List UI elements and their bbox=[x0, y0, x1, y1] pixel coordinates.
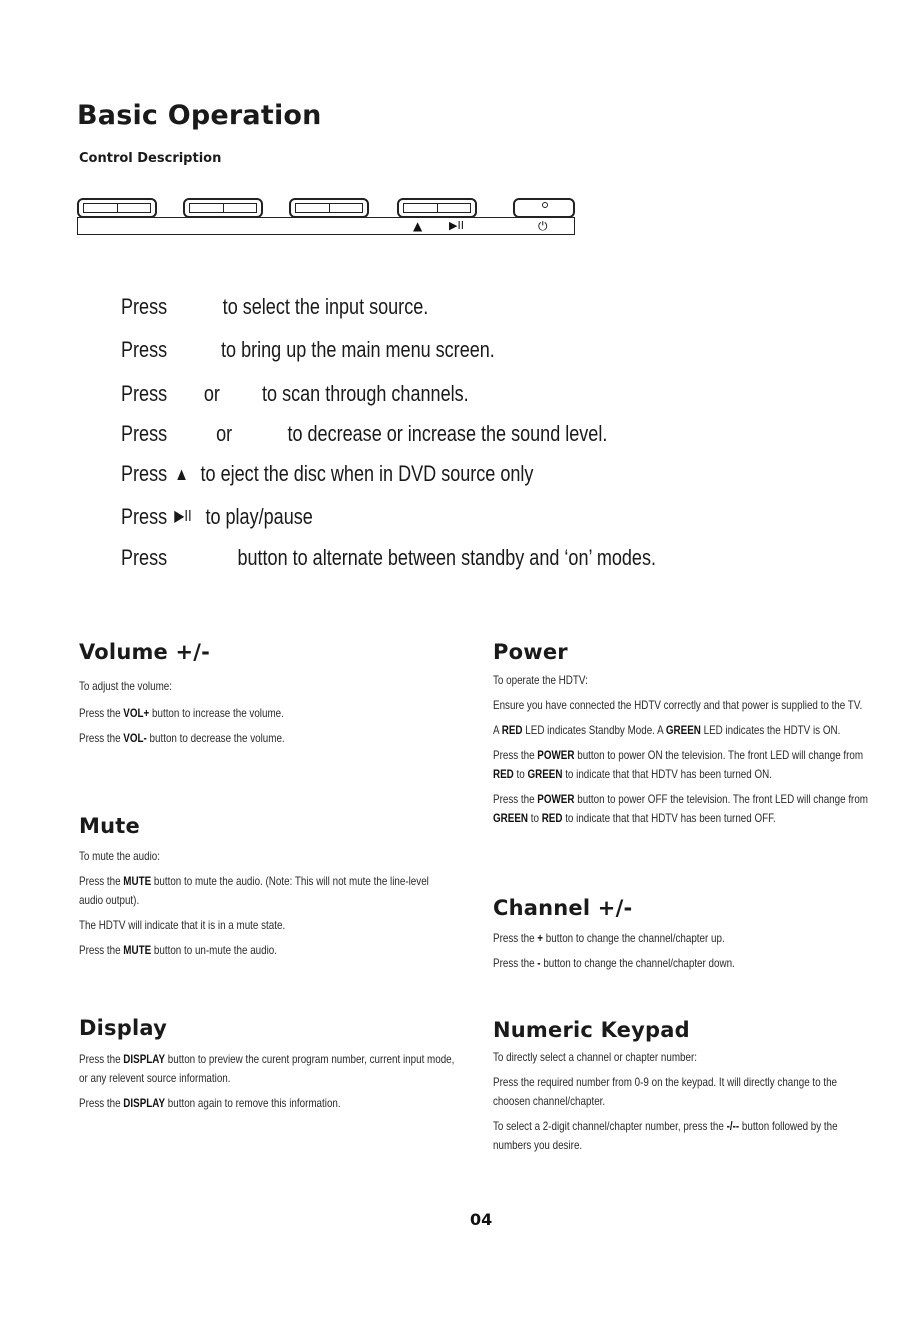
paragraph: Press the VOL- button to decrease the volume. bbox=[79, 731, 285, 745]
page-title: Basic Operation bbox=[77, 100, 322, 131]
channel-heading: Channel +/- bbox=[493, 896, 633, 920]
panel-button-2 bbox=[183, 198, 263, 218]
paragraph: Press the MUTE button to un-mute the audio. bbox=[79, 943, 278, 957]
panel-button-1 bbox=[77, 198, 157, 218]
paragraph: To directly select a channel or chapter number: bbox=[493, 1050, 698, 1064]
power-icon: ⏻ bbox=[538, 219, 548, 233]
paragraph: To select a 2-digit channel/chapter number, press the -/-- button followed by the bbox=[493, 1119, 838, 1133]
paragraph: Press the required number from 0-9 on the keypad. It will directly change to the bbox=[493, 1075, 838, 1089]
control-panel-diagram bbox=[77, 198, 575, 236]
eject-icon: ▲ bbox=[413, 219, 423, 233]
paragraph: audio output). bbox=[79, 893, 140, 907]
paragraph: Press the DISPLAY button to preview the curent program number, current input mode, bbox=[79, 1052, 455, 1066]
press-or: or bbox=[203, 381, 220, 406]
press-or: or bbox=[216, 421, 233, 446]
page-number: 04 bbox=[470, 1210, 493, 1229]
paragraph: Press the DISPLAY button again to remove this information. bbox=[79, 1096, 341, 1110]
volume-text bbox=[79, 677, 285, 748]
paragraph: numbers you desire. bbox=[493, 1138, 583, 1152]
mute-heading: Mute bbox=[79, 814, 140, 838]
control-panel-bar bbox=[77, 217, 575, 235]
press-word: Press bbox=[121, 421, 168, 446]
led-indicator bbox=[542, 202, 548, 208]
keypad-text bbox=[493, 1048, 838, 1155]
press-description: to select the input source. bbox=[222, 294, 429, 319]
paragraph: To mute the audio: bbox=[79, 849, 160, 863]
press-description: to play/pause bbox=[205, 504, 313, 529]
press-description: to scan through channels. bbox=[262, 381, 469, 406]
press-word: Press bbox=[121, 337, 168, 362]
paragraph: Ensure you have connected the HDTV correctly and that power is supplied to the TV. bbox=[493, 698, 863, 712]
panel-button-3 bbox=[289, 198, 369, 218]
channel-text bbox=[493, 929, 735, 973]
paragraph: Press the + button to change the channel/chapter up. bbox=[493, 931, 725, 945]
press-description: to eject the disc when in DVD source only bbox=[200, 461, 534, 486]
paragraph: Press the POWER button to power OFF the television. The front LED will change from bbox=[493, 792, 869, 806]
display-text bbox=[79, 1050, 454, 1113]
section-subtitle: Control Description bbox=[79, 151, 222, 166]
paragraph: GREEN to RED to indicate that that HDTV has been turned OFF. bbox=[493, 811, 776, 825]
mute-text bbox=[79, 847, 429, 960]
eject-icon: ▲ bbox=[174, 464, 189, 484]
keypad-heading: Numeric Keypad bbox=[493, 1018, 690, 1042]
press-word: Press bbox=[121, 504, 168, 529]
press-word: Press bbox=[121, 294, 168, 319]
press-word: Press bbox=[121, 381, 168, 406]
press-word: Press bbox=[121, 461, 168, 486]
play-pause-icon: ▶II bbox=[449, 219, 464, 232]
press-description: button to alternate between standby and ‘on’ modes. bbox=[237, 545, 656, 570]
paragraph: choosen channel/chapter. bbox=[493, 1094, 606, 1108]
paragraph: RED to GREEN to indicate that that HDTV has been turned ON. bbox=[493, 767, 772, 781]
paragraph: A RED LED indicates Standby Mode. A GREEN LED indicates the HDTV is ON. bbox=[493, 723, 841, 737]
power-text bbox=[493, 671, 868, 828]
press-description: to bring up the main menu screen. bbox=[221, 337, 495, 362]
paragraph: Press the - button to change the channel/chapter down. bbox=[493, 956, 735, 970]
panel-button-4 bbox=[397, 198, 477, 218]
paragraph: or any relevent source information. bbox=[79, 1071, 231, 1085]
paragraph: Press the VOL+ button to increase the volume. bbox=[79, 706, 284, 720]
paragraph: To adjust the volume: bbox=[79, 679, 172, 693]
paragraph: Press the MUTE button to mute the audio. (Note: This will not mute the line-level bbox=[79, 874, 429, 888]
press-word: Press bbox=[121, 545, 168, 570]
display-heading: Display bbox=[79, 1016, 167, 1040]
paragraph: Press the POWER button to power ON the television. The front LED will change from bbox=[493, 748, 864, 762]
paragraph: To operate the HDTV: bbox=[493, 673, 588, 687]
press-description: to decrease or increase the sound level. bbox=[287, 421, 608, 446]
power-heading: Power bbox=[493, 640, 568, 664]
panel-power-button bbox=[513, 198, 575, 218]
volume-heading: Volume +/- bbox=[79, 640, 211, 664]
play-pause-icon: ▶II bbox=[174, 508, 192, 525]
paragraph: The HDTV will indicate that it is in a mute state. bbox=[79, 918, 286, 932]
